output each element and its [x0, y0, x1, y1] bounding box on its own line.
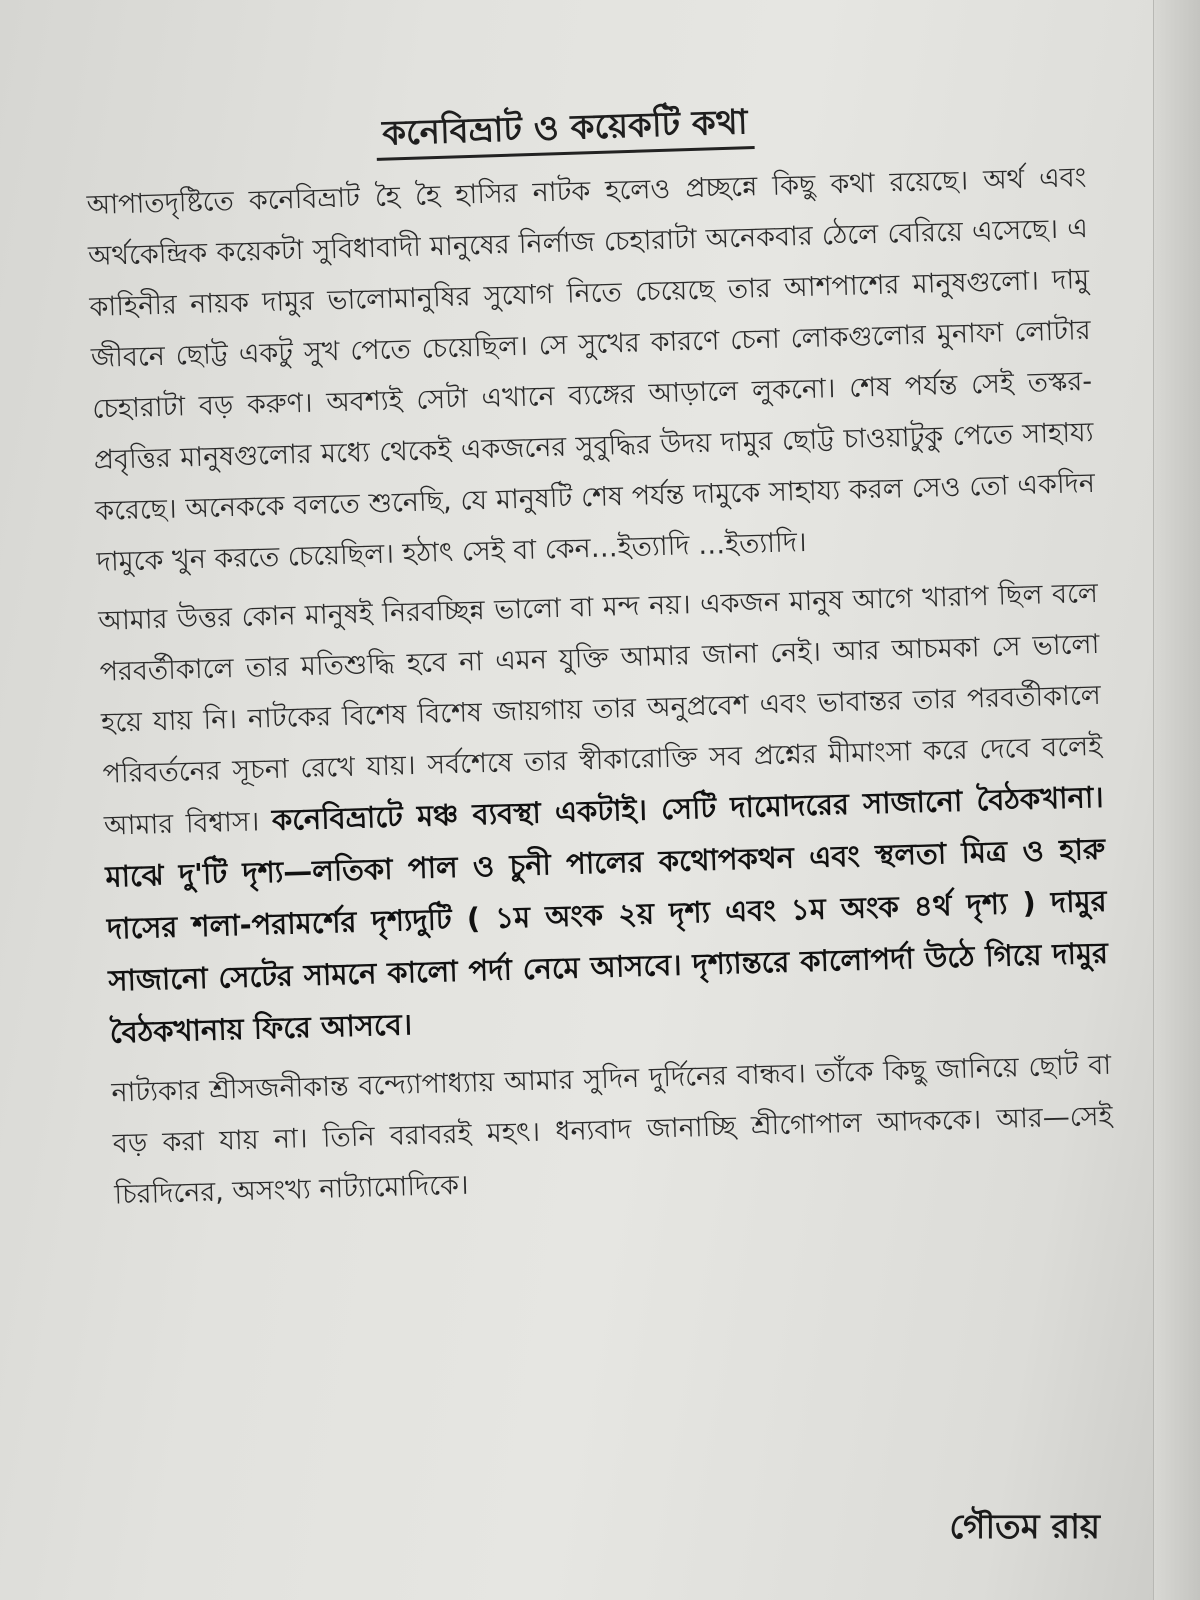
book-spine [1153, 0, 1200, 1600]
body-text [86, 152, 1115, 1229]
page-title-text: কনেবিভ্রাট ও কয়েকটি কথা [376, 102, 755, 161]
paragraph-intro: আপাতদৃষ্টিতে কনেবিভ্রাট হৈ হৈ হাসির নাটক হলেও প্রচ্ছন্নে কিছু কথা রয়েছে। অর্থ এবং অর্থকেন্দ্রিক কয়েকটা সুবিধাবাদী মানুষের নির্লাজ চেহারাটা অনেকবার ঠেলে বেরিয়ে এসেছে। এ কাহিনীর নায়ক দামুর ভালোমানুষির সুযোগ নিতে চেয়েছে তার আশপাশের মানুষগুলো। দামু জীবনে ছোট্ট একটু সুখ পেতে চেয়েছিল। সে সুখের কারণে চেনা লোকগুলোর মুনাফা লোটার চেহারাটা বড় করুণ। অবশ্যই সেটা এখানে ব্যঙ্গের আড়ালে লুকনো। শেষ পর্যন্ত সেই তস্কর-প্রবৃত্তির মানুষগুলোর মধ্যে থেকেই একজনের সুবুদ্ধির উদয় দামুর ছোট্ট চাওয়াটুকু পেতে সাহায্য করেছে। অনেককে বলতে শুনেছি, যে মানুষটি শেষ পর্যন্ত দামুকে সাহায্য করল সেও তো একদিন দামুকে খুন করতে চেয়েছিল। হঠাৎ সেই বা কেন…ইত্যাদি …ইত্যাদি। [86, 162, 1096, 578]
paragraph-answer-regular: আমার উত্তর কোন মানুষই নিরবচ্ছিন্ন ভালো বা মন্দ নয়। একজন মানুষ আগে খারাপ ছিল বলে পরবর্তীকালে তার মতিশুদ্ধি হবে না এমন যুক্তি আমার জানা নেই। আর আচমকা সে ভালো হয়ে যায় নি। নাটকের বিশেষ বিশেষ জায়গায় তার অনুপ্রবেশ এবং ভাবান্তর তার পরবর্তীকালে পরিবর্তনের সূচনা রেখে যায়। সর্বশেষে তার স্বীকারোক্তি সব প্রশ্নের মীমাংসা করে দেবে বলেই আমার বিশ্বাস। [97, 577, 1103, 842]
paragraph-answer-stage-notes: কনেবিভ্রাটে মঞ্চ ব্যবস্থা একটাই। সেটি দামোদরের সাজানো বৈঠকখানা। মাঝে দু'টি দৃশ্য—লতিকা পাল ও চুনী পালের কথোপকথন এবং স্থলতা মিত্র ও হারু দাসের শলা-পরামর্শের দৃশ্যদুটি ( ১ম অংক ২য় দৃশ্য এবং ১ম অংক ৪র্থ দৃশ্য ) দামুর সাজানো সেটের সামনে কালো পর্দা নেমে আসবে। দৃশ্যান্তরে কালোপর্দা উঠে গিয়ে দামুর বৈঠকখানায় ফিরে আসবে। [104, 779, 1109, 1050]
paragraph-answer [98, 568, 1111, 1060]
author-signature: গৌতম রায় [949, 1507, 1100, 1547]
paragraph-acknowledgement: নাট্যকার শ্রীসজনীকান্ত বন্দ্যোপাধ্যায় আমার সুদিন দুর্দিনের বান্ধব। তাঁকে কিছু জানিয়ে ছোট বা বড় করা যায় না। তিনি বরাবরই মহৎ। ধন্যবাদ জানাচ্ছি শ্রীগোপাল আদককে। আর—সেই চিরদিনের, অসংখ্য নাট্যামোদিকে। [111, 1049, 1113, 1211]
